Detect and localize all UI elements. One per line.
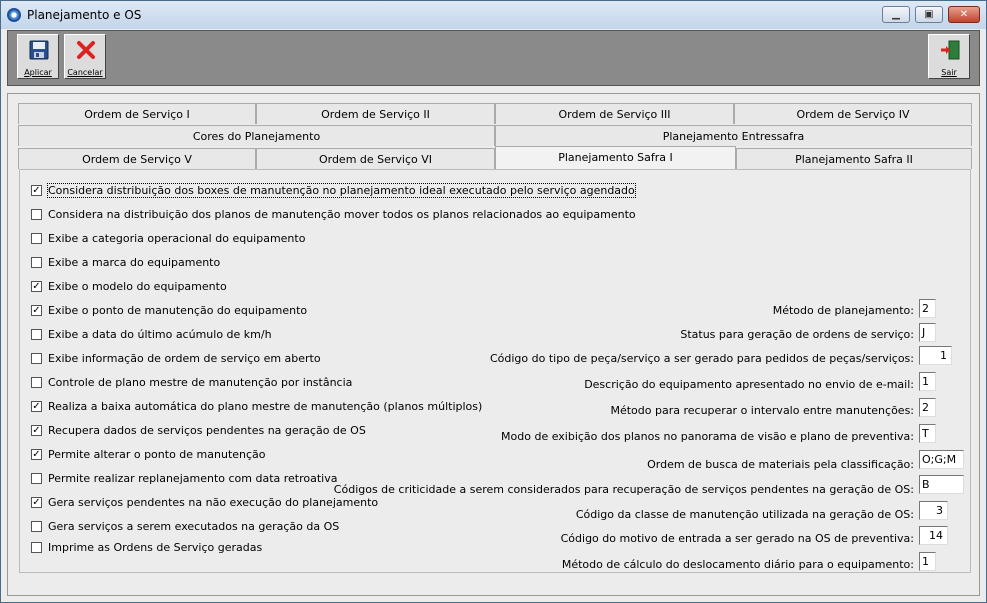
checkbox-label: Permite alterar o ponto de manutenção xyxy=(48,448,266,461)
close-button[interactable] xyxy=(948,6,980,23)
input-ordem-busca-materiais[interactable]: O;G;M xyxy=(919,450,964,469)
save-icon xyxy=(28,39,50,61)
label-descricao-equipamento: Descrição do equipamento apresentado no envio de e-mail: xyxy=(584,378,914,391)
tab-ordem-servico-iv[interactable]: Ordem de Serviço IV xyxy=(734,103,972,124)
checkbox-box[interactable]: ✓ xyxy=(32,305,41,316)
tab-planejamento-safra-ii[interactable]: Planejamento Safra II xyxy=(736,148,972,169)
label-status-os: Status para geração de ordens de serviço: xyxy=(680,328,914,341)
label-deslocamento-diario: Método de cálculo do deslocamento diário para o equipamento: xyxy=(561,558,914,571)
maximize-button[interactable] xyxy=(915,6,943,23)
tab-ordem-servico-vi[interactable]: Ordem de Serviço VI xyxy=(256,148,495,169)
checkbox-label: Exibe o modelo do equipamento xyxy=(48,280,227,293)
tab-ordem-servico-ii[interactable]: Ordem de Serviço II xyxy=(256,103,495,124)
exit-label: Sair xyxy=(941,68,957,77)
checkbox-box[interactable] xyxy=(31,542,42,553)
checkbox-label: Exibe o ponto de manutenção do equipamento xyxy=(48,304,308,317)
input-modo-exibicao-planos[interactable]: T xyxy=(919,424,936,443)
input-intervalo-manutencoes[interactable]: 2 xyxy=(919,398,936,417)
checkbox-label: Controle de plano mestre de manutenção por instância xyxy=(48,376,353,389)
tab-ordem-servico-v[interactable]: Ordem de Serviço V xyxy=(18,148,256,169)
label-codigos-criticidade: Códigos de criticidade a serem considerados para recuperação de serviços pendentes na geração de OS: xyxy=(333,483,914,496)
checkbox-box[interactable]: ✓ xyxy=(32,401,41,412)
label-ordem-busca-materiais: Ordem de busca de materiais pela classificação: xyxy=(647,458,914,471)
label-intervalo-manutencoes: Método para recuperar o intervalo entre manutenções: xyxy=(610,404,914,417)
minimize-icon: ▁ xyxy=(892,9,900,20)
checkbox-box[interactable] xyxy=(31,233,42,244)
checkbox-label: Gera serviços a serem executados na geração da OS xyxy=(48,520,340,533)
checkbox-box[interactable] xyxy=(31,473,42,484)
minimize-button[interactable] xyxy=(882,6,910,23)
cancel-x-icon xyxy=(75,39,97,61)
input-motivo-entrada[interactable]: 14 xyxy=(919,526,948,545)
checkbox-label: Exibe a data do último acúmulo de km/h xyxy=(48,328,272,341)
tab-cores-planejamento[interactable]: Cores do Planejamento xyxy=(18,125,495,146)
window-title: Planejamento e OS xyxy=(27,8,142,22)
checkbox-label: Considera na distribuição dos planos de manutenção mover todos os planos relacionados ao equipamento xyxy=(48,208,636,221)
apply-label: Aplicar xyxy=(24,68,52,77)
checkbox-box[interactable]: ✓ xyxy=(32,185,41,196)
input-descricao-equipamento[interactable]: 1 xyxy=(919,372,936,391)
cancel-button[interactable] xyxy=(64,34,106,79)
input-classe-manutencao[interactable]: 3 xyxy=(919,501,948,520)
checkbox-box[interactable] xyxy=(31,329,42,340)
checkbox-box[interactable] xyxy=(31,257,42,268)
checkbox-label: Gera serviços pendentes na não execução do planejamento xyxy=(48,496,379,509)
title-bar[interactable] xyxy=(1,1,986,29)
checkbox-box[interactable] xyxy=(31,377,42,388)
checkbox-label: Exibe a marca do equipamento xyxy=(48,256,221,269)
tab-ordem-servico-iii[interactable]: Ordem de Serviço III xyxy=(495,103,734,124)
checkbox-box[interactable] xyxy=(31,521,42,532)
exit-door-icon xyxy=(939,39,961,61)
close-icon: ✕ xyxy=(959,9,969,20)
label-modo-exibicao-planos: Modo de exibição dos planos no panorama de visão e plano de preventiva: xyxy=(501,430,914,443)
apply-button[interactable] xyxy=(17,34,59,79)
checkbox-label: Imprime as Ordens de Serviço geradas xyxy=(48,541,263,554)
checkbox-label: Recupera dados de serviços pendentes na geração de OS xyxy=(48,424,366,437)
checkbox-label: Considera distribuição dos boxes de manutenção no planejamento ideal executado pelo serviço agendado xyxy=(48,184,635,197)
input-metodo-planejamento[interactable]: 2 xyxy=(919,299,936,318)
checkbox-label: Exibe a categoria operacional do equipamento xyxy=(48,232,306,245)
cancel-label: Cancelar xyxy=(67,68,103,77)
restore-icon: ▣ xyxy=(924,9,934,20)
input-codigo-tipo-peca[interactable]: 1 xyxy=(919,346,952,365)
checkbox-label: Permite realizar replanejamento com data retroativa xyxy=(48,472,338,485)
input-deslocamento-diario[interactable]: 1 xyxy=(919,552,936,571)
checkbox-label: Realiza a baixa automática do plano mestre de manutenção (planos múltiplos) xyxy=(48,400,483,413)
checkbox-box[interactable] xyxy=(31,353,42,364)
toolbar xyxy=(7,30,980,86)
tab-planejamento-entressafra[interactable]: Planejamento Entressafra xyxy=(495,125,972,146)
checkbox-label: Exibe informação de ordem de serviço em aberto xyxy=(48,352,321,365)
label-metodo-planejamento: Método de planejamento: xyxy=(772,304,914,317)
checkbox-box[interactable] xyxy=(31,209,42,220)
label-motivo-entrada: Código do motivo de entrada a ser gerado na OS de preventiva: xyxy=(560,532,914,545)
exit-button[interactable] xyxy=(928,34,970,79)
tab-planejamento-safra-i[interactable]: Planejamento Safra I xyxy=(495,146,736,169)
checkbox-box[interactable]: ✓ xyxy=(32,281,41,292)
checkbox-box[interactable]: ✓ xyxy=(32,425,41,436)
checkbox-box[interactable]: ✓ xyxy=(32,497,41,508)
label-codigo-tipo-peca: Código do tipo de peça/serviço a ser gerado para pedidos de peças/serviços: xyxy=(489,352,914,365)
input-status-os[interactable]: J xyxy=(919,323,936,342)
tab-ordem-servico-i[interactable]: Ordem de Serviço I xyxy=(18,103,256,124)
input-codigos-criticidade[interactable]: B xyxy=(919,475,964,494)
label-classe-manutencao: Código da classe de manutenção utilizada na geração de OS: xyxy=(575,508,914,521)
checkbox-box[interactable]: ✓ xyxy=(32,449,41,460)
app-icon xyxy=(7,8,21,22)
